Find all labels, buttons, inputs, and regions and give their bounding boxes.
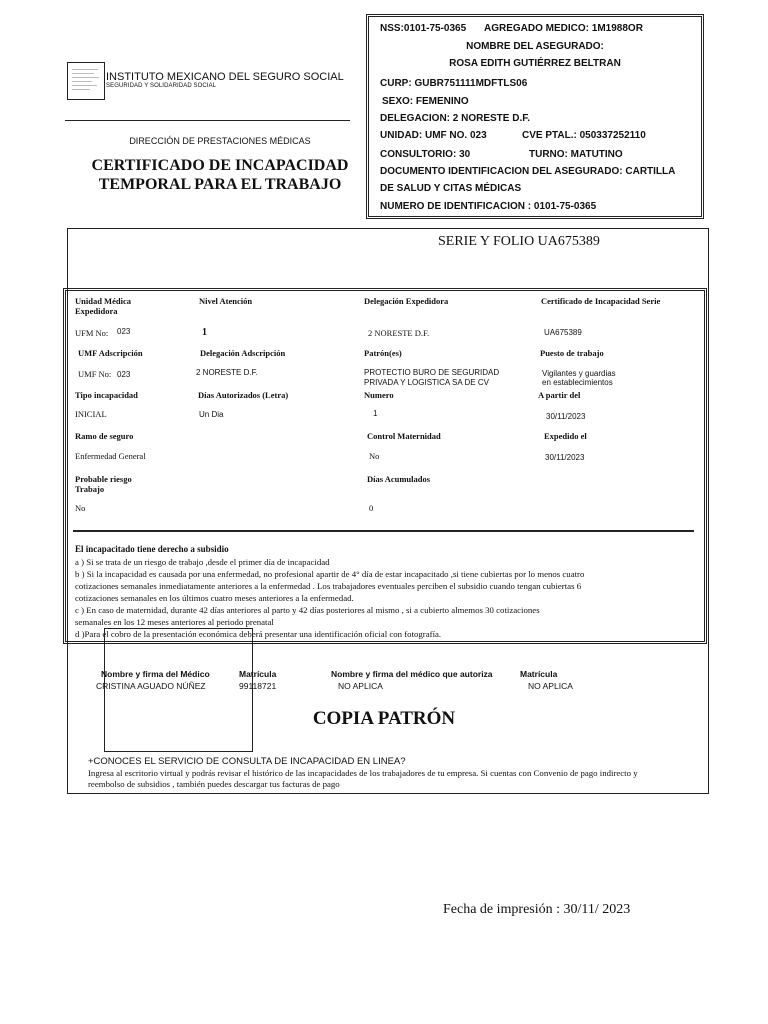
umf-adscripcion-label: UMF Adscripción (78, 348, 143, 358)
delegacion-adscripcion-label: Delegación Adscripción (200, 348, 286, 358)
rights-line: d )Para el cobro de la presentación económica deberá presentar una identificación oficial con fotografía. (75, 629, 442, 639)
serie-folio: SERIE Y FOLIO UA675389 (438, 234, 600, 249)
puesto-trabajo-line2: en establecimientos (542, 378, 613, 387)
unidad-medica-prefix: UFM No: (75, 328, 109, 338)
probable-riesgo-label-2: Trabajo (75, 484, 105, 494)
delegacion: DELEGACION: 2 NORESTE D.F. (380, 113, 531, 124)
insured-info-box (366, 14, 704, 219)
numero-label: Numero (364, 390, 394, 400)
tipo-incapacidad-label: Tipo incapacidad (75, 390, 138, 400)
control-maternidad-label: Control Maternidad (367, 431, 441, 441)
expedido-value: 30/11/2023 (545, 453, 585, 462)
medico-autoriza-label: Nombre y firma del médico que autoriza (331, 669, 493, 679)
rights-line: cotizaciones semanales en los últimos cuatro meses anteriores a la enfermedad. (75, 593, 354, 603)
puesto-trabajo-label: Puesto de trabajo (540, 348, 604, 358)
medico-label: Nombre y firma del Médico (101, 669, 210, 679)
dias-autorizados-label: Días Autorizados (Letra) (198, 390, 289, 400)
cve-ptal: CVE PTAL.: 050337252110 (522, 130, 646, 141)
nombre-asegurado-value: ROSA EDITH GUTIÉRREZ BELTRAN (449, 58, 621, 69)
numero-value: 1 (373, 409, 378, 418)
delegacion-adscripcion-value: 2 NORESTE D.F. (196, 368, 258, 377)
copia-patron: COPIA PATRÓN (312, 708, 456, 729)
certificate-title-line1: CERTIFICADO DE INCAPACIDAD (91, 157, 349, 174)
direccion-prestaciones: DIRECCIÓN DE PRESTACIONES MÉDICAS (129, 136, 311, 146)
a-partir-value: 30/11/2023 (546, 412, 586, 421)
fecha-impresion: Fecha de impresión : 30/11/ 2023 (443, 902, 631, 917)
probable-riesgo-label-1: Probable riesgo (75, 474, 132, 484)
certificate-title (65, 156, 375, 194)
unidad-medica-label: Unidad Médica Expedidora (75, 296, 131, 316)
consulta-line1: Ingresa al escritorio virtual y podrás revisar el histórico de las incapacidades de los trabajadores de tu empresa. Si cuentas con Convenio de pago indirecto y (88, 768, 638, 778)
consulta-title: +CONOCES EL SERVICIO DE CONSULTA DE INCAPACIDAD EN LINEA? (88, 756, 406, 767)
matricula-value: 99118721 (239, 681, 277, 691)
matricula-autoriza-label: Matrícula (520, 669, 558, 679)
medico-autoriza-value: NO APLICA (338, 681, 383, 691)
delegacion-expedidora-label: Delegación Expedidora (364, 296, 449, 306)
nivel-atencion-label: Nivel Atención (199, 296, 253, 306)
control-maternidad-value: No (369, 451, 380, 461)
a-partir-label: A partir del (538, 390, 581, 400)
consulta-line2: reembolso de subsidios , también puedes descargar tus facturas de pago (88, 779, 340, 789)
ramo-seguro-value: Enfermedad General (75, 451, 146, 461)
nivel-atencion-value: 1 (202, 327, 207, 338)
unidad-medica-value: 023 (117, 327, 131, 336)
consultorio: CONSULTORIO: 30 (380, 149, 471, 160)
sexo: SEXO: FEMENINO (382, 96, 469, 107)
certificate-title-line2: TEMPORAL PARA EL TRABAJO (98, 176, 342, 193)
probable-riesgo-value: No (75, 503, 86, 513)
nombre-asegurado-label: NOMBRE DEL ASEGURADO: (466, 41, 604, 52)
rights-line: semanales en los 12 meses anteriores al periodo prenatal (75, 617, 274, 627)
consulta-text (88, 768, 703, 790)
delegacion-expedidora-value: 2 NORESTE D.F. (368, 328, 430, 338)
curp: CURP: GUBR751111MDFTLS06 (380, 78, 528, 89)
details-divider (73, 530, 694, 532)
expedido-label: Expedido el (544, 431, 587, 441)
rights-line: b ) Si la incapacidad es causada por una enfermedad, no profesional apartir de 4° día de estar incapacitado ,si tiene cubiertas por lo menos cuatro (75, 569, 585, 579)
rights-line: cotizaciones semanales inmediatamente anteriores a la enfermedad . Los trabajadores eventuales perciben el subsidio cuando tengan cubiertas 6 (75, 581, 582, 591)
patron-label: Patrón(es) (364, 348, 402, 358)
dias-autorizados-value: Un Dia (199, 410, 224, 419)
dias-acumulados-label: Días Acumulados (367, 474, 431, 484)
umf-adscripcion-prefix: UMF No: (78, 369, 112, 379)
documento-identificacion-2: DE SALUD Y CITAS MÉDICAS (380, 183, 522, 194)
cert-serie-label: Certificado de Incapacidad Serie (541, 296, 661, 306)
cert-serie-value: UA675389 (544, 328, 582, 337)
rights-title: El incapacitado tiene derecho a subsidio (75, 544, 229, 554)
medico-value: CRISTINA AGUADO NÚÑEZ (96, 681, 206, 691)
institute-name: INSTITUTO MEXICANO DEL SEGURO SOCIAL (106, 71, 344, 83)
rights-line: c ) En caso de maternidad, durante 42 días anteriores al parto y 42 días posteriores al mismo , si a cubierto almemos 30 cotizaciones (75, 605, 540, 615)
documento-identificacion-1: DOCUMENTO IDENTIFICACION DEL ASEGURADO: CARTILLA (380, 166, 676, 177)
matricula-autoriza-value: NO APLICA (528, 681, 573, 691)
rights-line: a ) Si se trata de un riesgo de trabajo ,desde el primer día de incapacidad (75, 557, 330, 567)
dias-acumulados-value: 0 (369, 503, 374, 513)
numero-identificacion: NUMERO DE IDENTIFICACION : 0101-75-0365 (380, 201, 597, 212)
imss-logo (67, 62, 105, 100)
umf-adscripcion-value: 023 (117, 370, 131, 379)
agregado-medico: AGREGADO MEDICO: 1M1988OR (484, 23, 643, 34)
institute-motto: SEGURIDAD Y SOLIDARIDAD SOCIAL (106, 83, 217, 89)
puesto-trabajo-line1: Vigilantes y guardias (542, 369, 616, 378)
tipo-incapacidad-value: INICIAL (75, 409, 107, 419)
matricula-label: Matrícula (239, 669, 277, 679)
patron-value-line1: PROTECTIO BURO DE SEGURIDAD (364, 368, 500, 377)
ramo-seguro-label: Ramo de seguro (75, 431, 134, 441)
patron-value-line2: PRIVADA Y LOGISTICA SA DE CV (364, 378, 489, 387)
header-divider (65, 120, 350, 121)
nss: NSS:0101-75-0365 (380, 23, 467, 34)
unidad: UNIDAD: UMF NO. 023 (380, 130, 487, 141)
turno: TURNO: MATUTINO (529, 149, 623, 160)
